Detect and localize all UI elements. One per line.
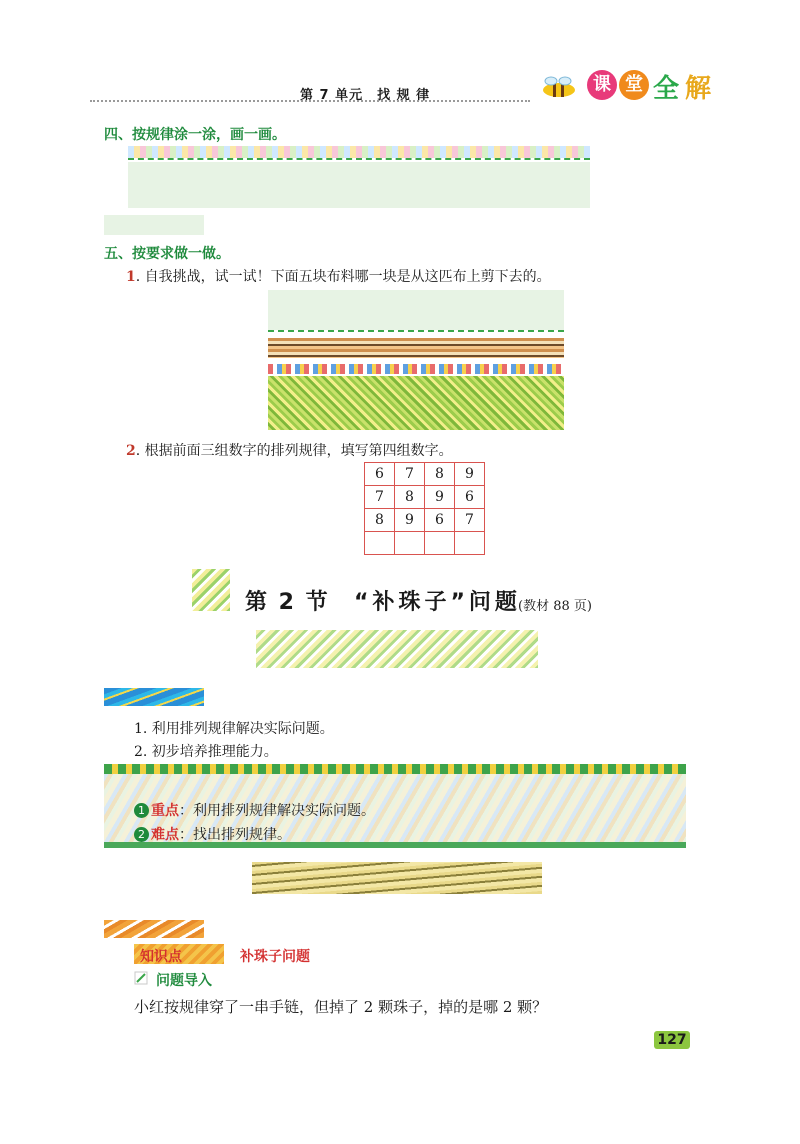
goal-1: 1. 利用排列规律解决实际问题。 [134, 721, 334, 737]
cloth-colored-band [268, 364, 564, 374]
question-1-number: 1 [126, 269, 136, 285]
header-divider [90, 100, 530, 102]
grid-cell: 8 [395, 486, 425, 509]
difficulty-line [134, 824, 291, 844]
knowledge-label: 知识点 [140, 949, 182, 965]
lesson-title: “补珠子”问题 [354, 590, 521, 615]
question-1-text: . 自我挑战，试一试！下面五块布料哪一块是从这匹布上剪下去的。 [135, 269, 551, 285]
grid-cell: 6 [365, 463, 395, 486]
grid-cell: 7 [395, 463, 425, 486]
grid-cell: 7 [455, 509, 485, 532]
badge-1-icon: 1 [134, 803, 149, 818]
title-banner [256, 630, 538, 668]
cloth-dash-line [268, 330, 564, 332]
grid-cell: 9 [395, 509, 425, 532]
page-number: 127 [654, 1031, 690, 1049]
grid-row [365, 509, 485, 532]
grid-cell: 7 [365, 486, 395, 509]
logo-char-3: 全 [653, 74, 680, 104]
goals-tag [104, 688, 204, 706]
cloth-green-band [268, 376, 564, 430]
question-2-number: 2 [126, 443, 136, 459]
answer-area [104, 215, 204, 235]
lesson-number: 第 2 节 [245, 590, 330, 615]
grid-cell: 9 [425, 486, 455, 509]
grid-cell: 6 [455, 486, 485, 509]
cloth-figure [268, 290, 564, 430]
badge-2-icon: 2 [134, 827, 149, 842]
grid-row [365, 486, 485, 509]
pencil-icon [134, 970, 148, 984]
section-4-heading: 四、按规律涂一涂，画一画。 [104, 127, 286, 143]
brand-logo [537, 70, 717, 104]
number-grid [364, 462, 485, 555]
grid-cell: 8 [425, 463, 455, 486]
question-2 [126, 440, 453, 460]
difficulty-label: 难点 [151, 827, 179, 843]
bee-icon [537, 76, 581, 98]
grid-answer-cell[interactable] [395, 532, 425, 555]
gold-banner [252, 862, 542, 894]
grid-answer-cell[interactable] [455, 532, 485, 555]
logo-char-1: 课 [587, 70, 617, 100]
cloth-pale-top [268, 290, 564, 330]
problem-text: 小红按规律穿了一串手链，但掉了 2 颗珠子，掉的是哪 2 颗？ [134, 998, 548, 1016]
section-5-heading: 五、按要求做一做。 [104, 246, 230, 262]
grid-cell: 6 [425, 509, 455, 532]
grid-cell: 8 [365, 509, 395, 532]
question-2-text: . 根据前面三组数字的排列规律，填写第四组数字。 [135, 443, 453, 459]
knowledge-title: 补珠子问题 [240, 949, 310, 965]
key-point-line [134, 800, 375, 820]
key-label: 重点 [151, 803, 179, 819]
grid-answer-cell[interactable] [365, 532, 395, 555]
difficulty-text: ：找出排列规律。 [179, 827, 291, 843]
grid-answer-cell[interactable] [425, 532, 455, 555]
question-1 [126, 266, 551, 286]
pattern-strip [128, 146, 590, 158]
section-tag [104, 920, 204, 938]
coloring-area [128, 162, 590, 208]
logo-char-2: 堂 [619, 70, 649, 100]
cloth-brown-band [268, 338, 564, 358]
grid-row [365, 532, 485, 555]
grid-cell: 9 [455, 463, 485, 486]
dashed-divider [128, 158, 590, 160]
key-box-top-border [104, 764, 686, 774]
grid-row [365, 463, 485, 486]
title-decoration [192, 569, 230, 611]
textbook-reference: (教材 88 页) [518, 599, 592, 614]
intro-label: 问题导入 [156, 973, 212, 989]
logo-char-4: 解 [685, 74, 712, 104]
goal-2: 2. 初步培养推理能力。 [134, 744, 278, 760]
key-text: ：利用排列规律解决实际问题。 [179, 803, 375, 819]
unit-title: 第 7 单元 找 规 律 [300, 88, 431, 103]
